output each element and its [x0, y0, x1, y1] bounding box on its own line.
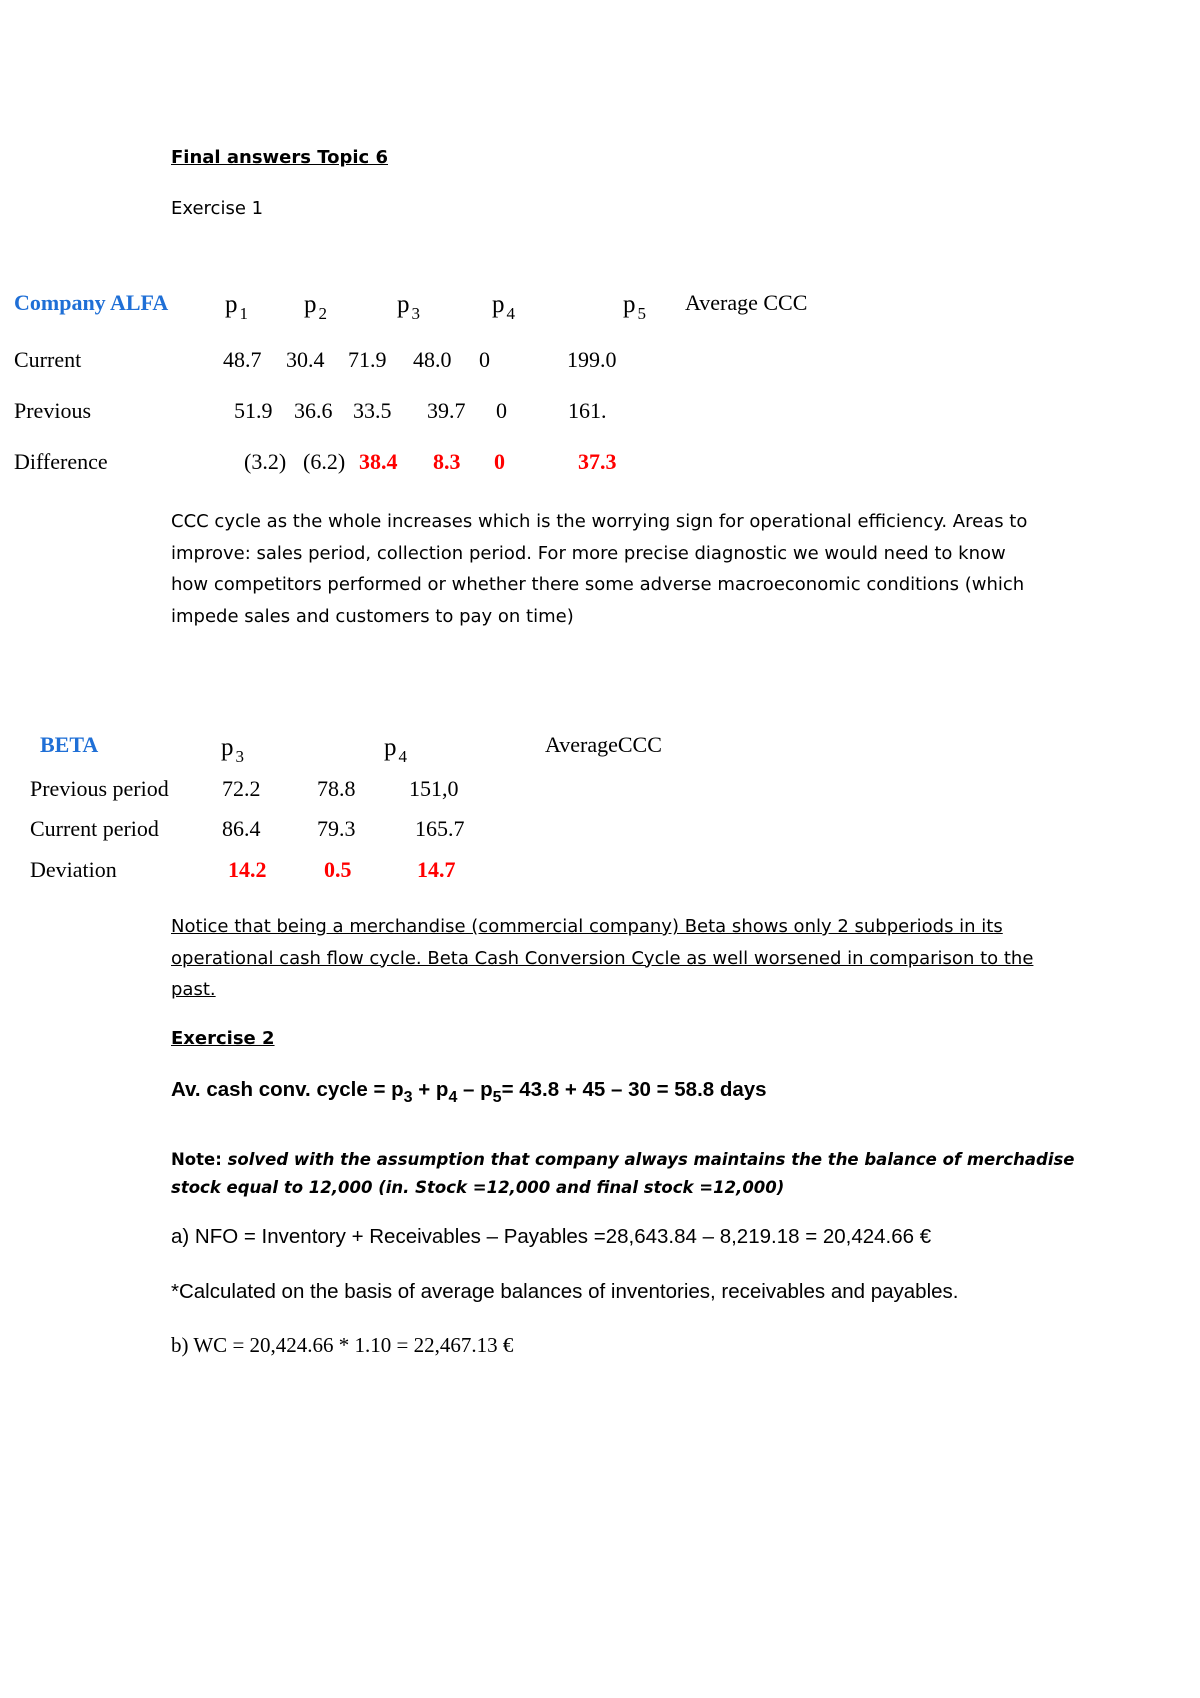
beta-cell-highlight: 14.7 — [417, 857, 456, 882]
beta-header-p4: p $_4$ — [384, 734, 407, 766]
beta-average-ccc-header: AverageCCC — [545, 732, 662, 757]
note-line: Note: solved with the assumption that company always maintains the the balance of merchadise — [171, 1150, 1075, 1169]
note-line: past. — [171, 979, 216, 1000]
alfa-header-p1: p $_1$ — [225, 291, 248, 323]
beta-row-label-previous: Previous period — [30, 776, 169, 801]
alfa-cell-highlight: 38.4 — [359, 449, 398, 474]
alfa-cell: (3.2) — [244, 449, 287, 474]
comment-line: CCC cycle as the whole increases which is the worrying sign for operational efficiency. Areas to — [171, 511, 1028, 532]
exercise-2-note — [171, 1146, 1075, 1202]
alfa-cell-highlight: 37.3 — [578, 449, 617, 474]
alfa-header-p4: p $_4$ — [492, 291, 515, 323]
exercise-2-heading: Exercise 2 — [171, 1028, 275, 1049]
wc-line: b) WC = 20,424.66 * 1.10 = 22,467.13 € — [171, 1333, 514, 1357]
beta-header-p3: p $_3$ — [221, 734, 244, 766]
alfa-header-p3: p $_3$ — [397, 291, 420, 323]
beta-cell-highlight: 0.5 — [324, 857, 352, 882]
alfa-company-label: Company ALFA — [14, 290, 169, 315]
beta-row-label-deviation: Deviation — [30, 857, 117, 882]
beta-cell: 86.4 — [222, 816, 261, 841]
alfa-cell: 48.0 — [413, 347, 452, 372]
beta-cell: 165.7 — [415, 816, 465, 841]
alfa-row-label-previous: Previous — [14, 398, 91, 423]
exercise-1-heading: Exercise 1 — [171, 198, 264, 219]
note-line: operational cash flow cycle. Beta Cash Conversion Cycle as well worsened in comparison to the — [171, 947, 1034, 969]
page-title: Final answers Topic 6 — [171, 147, 389, 168]
alfa-cell: 48.7 — [223, 347, 262, 372]
alfa-header-p2: p $_2$ — [304, 291, 327, 323]
beta-company-label: BETA — [40, 732, 99, 757]
alfa-cell: (6.2) — [303, 449, 346, 474]
note-line: stock equal to 12,000 (in. Stock =12,000 and final stock =12,000) — [171, 1178, 785, 1197]
beta-row-label-current: Current period — [30, 816, 159, 841]
beta-cell: 78.8 — [317, 776, 356, 801]
alfa-cell-highlight: 0 — [494, 449, 505, 474]
alfa-cell: 0 — [479, 347, 490, 372]
alfa-header-p5: p $_5$ — [623, 291, 646, 323]
alfa-cell: 36.6 — [294, 398, 333, 423]
alfa-row-label-current: Current — [14, 347, 82, 372]
alfa-cell: 71.9 — [348, 347, 387, 372]
alfa-cell-highlight: 8.3 — [433, 449, 461, 474]
note-line: Notice that being a merchandise (commercial company) Beta shows only 2 subperiods in its — [171, 916, 1003, 937]
comment-line: impede sales and customers to pay on time) — [171, 605, 574, 627]
alfa-average-ccc-header: Average CCC — [685, 290, 808, 315]
beta-cell: 151,0 — [409, 776, 459, 801]
alfa-row-label-difference: Difference — [14, 449, 108, 474]
nfo-line: a) NFO = Inventory + Receivables – Payables =28,643.84 – 8,219.18 = 20,424.66 € — [171, 1225, 932, 1248]
beta-cell: 79.3 — [317, 816, 356, 841]
beta-cell-highlight: 14.2 — [228, 857, 267, 882]
alfa-cell: 199.0 — [567, 347, 617, 372]
cash-conversion-formula: Av. cash conv. cycle = $p_3 + p_4 - p_5= 43.8 + 45 - 30 = 58.8$ days — [171, 1078, 767, 1106]
average-balances-note: *Calculated on the basis of average balances of inventories, receivables and payables. — [171, 1280, 959, 1303]
alfa-cell: 30.4 — [286, 347, 325, 372]
alfa-cell: 51.9 — [234, 398, 273, 423]
alfa-cell: 39.7 — [427, 398, 466, 423]
alfa-comment — [171, 506, 1027, 632]
alfa-cell: 161. — [568, 398, 607, 423]
alfa-cell: 0 — [496, 398, 507, 423]
alfa-cell: 33.5 — [353, 398, 392, 423]
comment-line: improve: sales period, collection period. For more precise diagnostic we would need to know — [171, 542, 1006, 564]
beta-cell: 72.2 — [222, 776, 261, 801]
beta-note — [171, 911, 1033, 1006]
comment-line: how competitors performed or whether there some adverse macroeconomic conditions (which — [171, 574, 1025, 595]
